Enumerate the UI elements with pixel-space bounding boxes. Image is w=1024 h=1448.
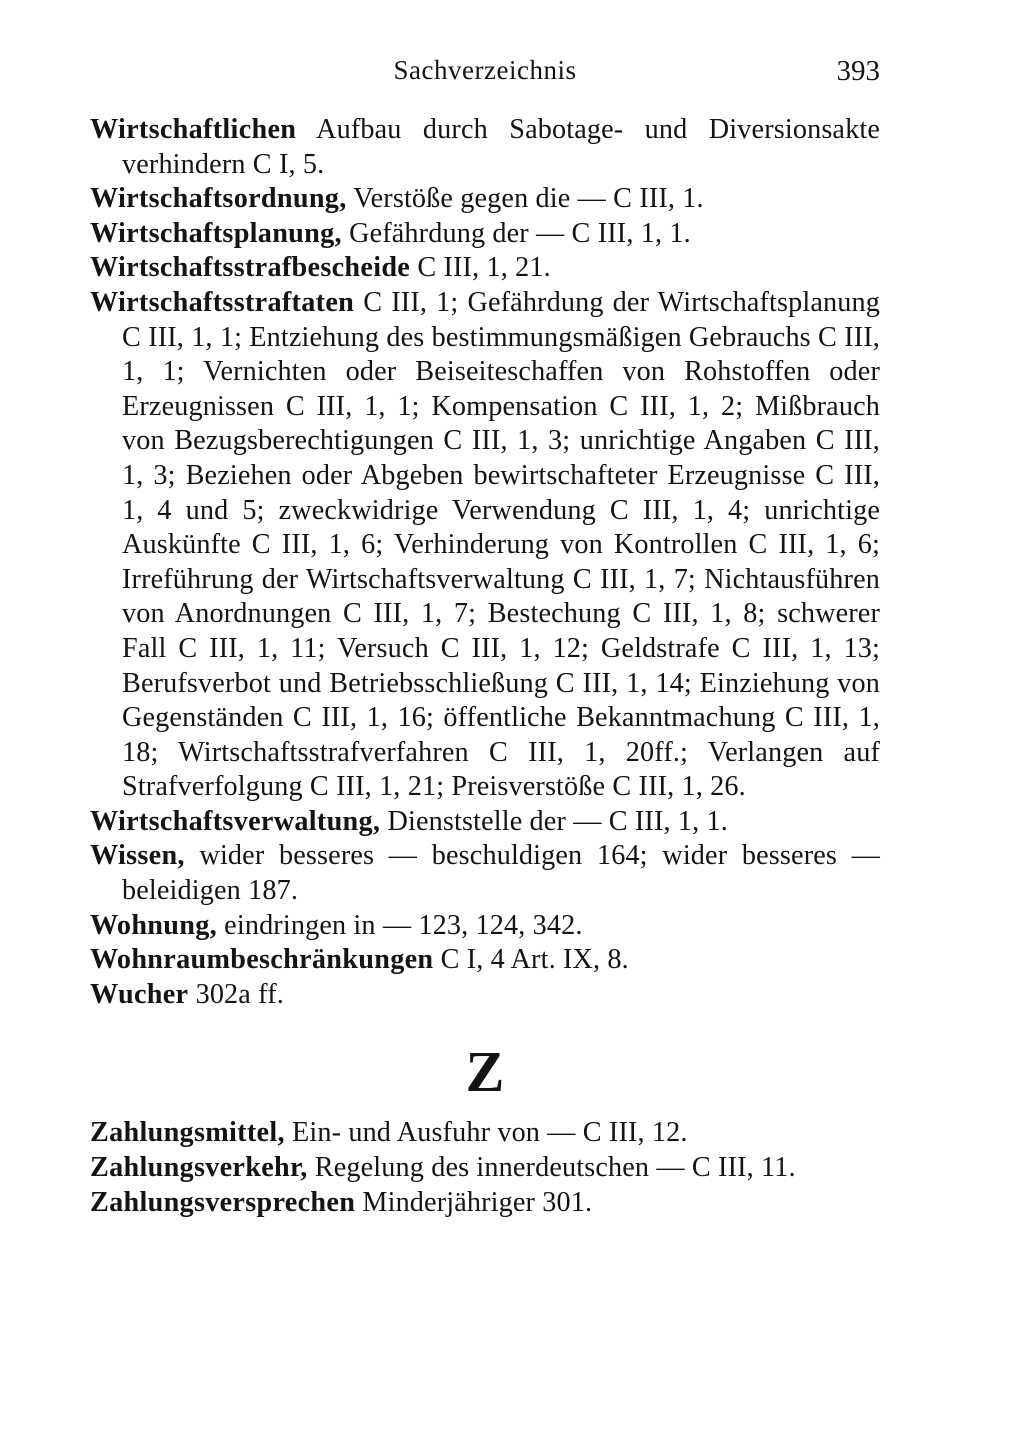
index-entry-text: eindringen in — 123, 124, 342. [216,909,583,941]
index-section-z [90,1116,880,1220]
index-entry [90,251,880,286]
index-entry [90,943,880,978]
index-entry [90,978,880,1013]
index-entry [90,909,880,944]
index-lemma: Wirtschaftsplanung, [90,217,342,249]
index-lemma: Wohnung, [90,909,217,941]
book-page [90,55,880,1395]
index-lemma: Wirtschaftsstraftaten [90,286,355,318]
running-head-title: Sachverzeichnis [393,55,577,85]
index-lemma: Wirtschaftsverwaltung, [90,805,381,837]
index-lemma: Wirtschaftsordnung, [90,183,347,215]
index-section-w [90,113,880,1012]
index-entry-text: C III, 1; Gefährdung der Wirtschaftsplanung C III, 1, 1; Entziehung des bestimmungsmäßigen Gebrauchs C III, 1, 1; Vernichten oder Beiseiteschaffen von Rohstoffen oder Erzeugnissen C III, 1, 1; Kompensation C III, 1, 2; Mißbrauch von Bezugsberechtigungen C III, 1, 3; unrichtige Angaben C III, 1, 3; Beziehen oder Abgeben bewirtschafteter Erzeugnisse C III, 1, 4 und 5; zweckwidrige Verwendung C III, 1, 4; unrichtige Auskünfte C III, 1, 6; Verhinderung von Kontrollen C III, 1, 6; Irreführung der Wirtschaftsverwaltung C III, 1, 7; Nichtausführen von Anordnungen C III, 1, 7; Bestechung C III, 1, 8; schwerer Fall C III, 1, 11; Versuch C III, 1, 12; Geldstrafe C III, 1, 13; Berufsverbot und Betriebsschließung C III, 1, 14; Einziehung von Gegenständen C III, 1, 16; öffentliche Bekanntmachung C III, 1, 18; Wirtschaftsstrafverfahren C III, 1, 20ff.; Verlangen auf Strafverfolgung C III, 1, 21; Preisverstöße C III, 1, 26. [122,286,880,803]
index-entry-text: Dienststelle der — C III, 1, 1. [380,805,728,837]
index-entry-text: wider besseres — beschuldigen 164; wider besseres — beleidigen 187. [122,840,880,907]
running-head [90,55,880,99]
index-entry [90,113,880,182]
page-number: 393 [836,55,880,87]
index-entry-text: C III, 1, 21. [410,252,551,284]
index-entry [90,1186,880,1221]
section-letter-heading: Z [465,1039,505,1105]
index-entry [90,1151,880,1186]
index-entry-text: 302a ff. [188,978,284,1010]
index-entry [90,805,880,840]
index-lemma: Zahlungsversprechen [90,1186,356,1218]
index-entry-text: Regelung des innerdeutschen — C III, 11. [307,1152,796,1184]
index-lemma: Wucher [90,978,189,1010]
index-lemma: Zahlungsverkehr, [90,1152,308,1184]
index-lemma: Zahlungsmittel, [90,1117,285,1149]
index-entry-text: Gefährdung der — C III, 1, 1. [341,217,691,249]
index-entry-text: C I, 4 Art. IX, 8. [433,944,629,976]
index-entry-text: Ein- und Ausfuhr von — C III, 12. [284,1117,688,1149]
index-entry-text: Verstöße gegen die — C III, 1. [346,183,704,215]
index-lemma: Wirtschaftlichen [90,114,297,145]
index-entry-text: Minderjähriger 301. [355,1186,593,1218]
index-entry [90,286,880,805]
index-entry [90,217,880,252]
index-lemma: Wissen, [90,840,185,872]
index-lemma: Wirtschaftsstrafbescheide [90,252,411,284]
index-entry [90,839,880,908]
index-entry [90,1116,880,1151]
index-entry-text: Aufbau durch Sabotage- und Diversionsakte verhindern C I, 5. [122,114,880,180]
index-lemma: Wohnraumbeschränkungen [90,944,434,976]
index-entry [90,182,880,217]
